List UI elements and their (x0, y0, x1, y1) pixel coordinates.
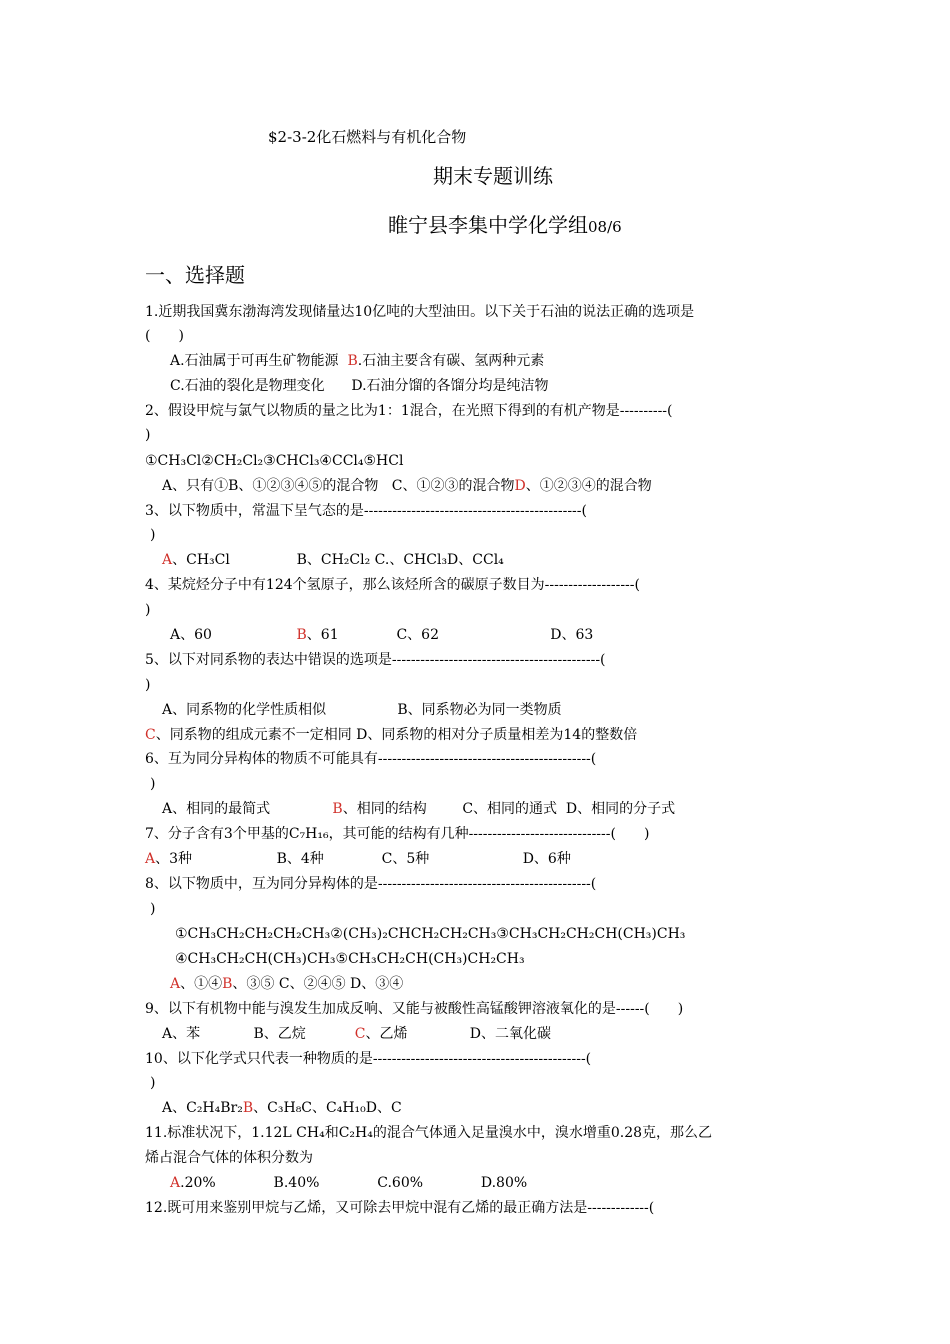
question-12-stem: 12.既可用来鉴别甲烷与乙烯，又可除去甲烷中混有乙烯的最正确方法是-------------( (145, 1200, 655, 1216)
question-11-stem: 11.标准状况下，1.12L CH₄和C₂H₄的混合气体通入足量溴水中，溴水增重0.28克，那么乙 (145, 1125, 713, 1141)
option-text: 、CH₃Cl B、CH₂Cl₂ C.、CHCl₃D、CCl₄ (172, 552, 504, 568)
option-text: 、同系物的组成元素不一定相同 D、同系物的相对分子质量相差为14的整数倍 (155, 727, 638, 743)
question-4-bracket: ) (145, 602, 151, 618)
option-text: 、①②③④的混合物 (525, 478, 652, 494)
document-title: 期末专题训练 (433, 164, 553, 188)
question-4-stem: 4、某烷烃分子中有124个氢原子，那么该烃所含的碳原子数目为-------------------( (145, 577, 640, 593)
question-2-items: ①CH₃Cl②CH₂Cl₂③CHCl₃④CCl₄⑤HCl (145, 453, 404, 469)
option-text: .石油主要含有碳、氢两种元素 (357, 353, 545, 369)
question-5-options-row2 (145, 726, 637, 744)
question-9-options (162, 1025, 551, 1043)
option-text: .20% B.40% C.60% D.80% (180, 1175, 528, 1191)
question-5-bracket: ) (145, 677, 151, 693)
question-2-bracket: ) (145, 427, 151, 443)
option-text: A、只有①B、①②③④⑤的混合物 C、①②③的混合物 (162, 478, 515, 494)
option-text: A、相同的最简式 (162, 801, 333, 817)
question-10-bracket: ) (150, 1075, 156, 1091)
option-text: A、苯 B、乙烷 (162, 1026, 355, 1042)
section-heading: 一、选择题 (145, 263, 245, 287)
answer-mark: B (242, 1100, 254, 1116)
answer-mark: B (296, 627, 307, 643)
question-4-options (170, 626, 593, 644)
question-1-options-row1 (170, 352, 544, 370)
question-8-items-row2: ④CH₃CH₂CH(CH₃)CH₃⑤CH₃CH₂CH(CH₃)CH₂CH₃ (175, 951, 525, 967)
option-text: 、乙烯 D、二氧化碳 (365, 1026, 552, 1042)
answer-mark: A (145, 851, 156, 867)
answer-mark: A (170, 1175, 181, 1191)
question-5-options-row1: A、同系物的化学性质相似 B、同系物必为同一类物质 (162, 702, 562, 718)
answer-mark: B (222, 976, 233, 992)
option-text: 、③⑤ C、②④⑤ D、③④ (232, 976, 404, 992)
question-8-stem: 8、以下物质中，互为同分异构体的是---------------------------------------------( (145, 876, 597, 892)
question-6-stem: 6、互为同分异构体的物质不可能具有---------------------------------------------( (145, 751, 597, 767)
author-school: 睢宁县李集中学化学组 (388, 213, 588, 237)
option-text: 、①④ (180, 976, 223, 992)
question-10-stem: 10、以下化学式只代表一种物质的是---------------------------------------------( (145, 1051, 592, 1067)
question-3-bracket: ) (150, 527, 156, 543)
question-7-options (145, 850, 571, 868)
option-text: A.石油属于可再生矿物能源 (170, 353, 348, 369)
question-1-options-row2: C.石油的裂化是物理变化 D.石油分馏的各馏分均是纯洁物 (170, 378, 549, 394)
question-3-options (162, 551, 504, 569)
question-2-stem: 2、假设甲烷与氯气以物质的量之比为1：1混合，在光照下得到的有机产物是----------( (145, 403, 673, 419)
question-7-stem: 7、分子含有3个甲基的C₇H₁₆，其可能的结构有几种------------------------------( ) (145, 826, 650, 842)
answer-mark: B (347, 353, 358, 369)
question-6-options (162, 800, 675, 818)
question-8-bracket: ) (150, 901, 156, 917)
answer-mark: C (145, 727, 156, 743)
answer-mark: B (332, 801, 343, 817)
question-8-items-row1: ①CH₃CH₂CH₂CH₂CH₃②(CH₃)₂CHCH₂CH₂CH₃③CH₃CH₂CH₂CH(CH₃)CH₃ (175, 926, 686, 942)
question-6-bracket: ) (150, 776, 156, 792)
question-10-options (162, 1099, 402, 1117)
question-11-stem-cont: 烯占混合气体的体积分数为 (145, 1150, 313, 1166)
question-5-stem: 5、以下对同系物的表达中错误的选项是--------------------------------------------( (145, 652, 606, 668)
option-text: A、C₂H₄Br₂ (162, 1100, 243, 1116)
document-author (388, 213, 622, 239)
question-2-options (162, 477, 652, 495)
question-11-options (170, 1174, 527, 1192)
option-text: 、3种 B、4种 C、5种 D、6种 (155, 851, 571, 867)
answer-mark: C (354, 1026, 366, 1042)
answer-mark: A (162, 552, 173, 568)
option-text: 、相同的结构 C、相同的通式 D、相同的分子式 (342, 801, 676, 817)
question-8-options (170, 975, 403, 993)
author-date: 08/6 (588, 218, 622, 236)
question-1-bracket: ( ) (145, 328, 184, 344)
question-3-stem: 3、以下物质中，常温下呈气态的是----------------------------------------------( (145, 503, 587, 519)
option-text: 、C₃H₈C、C₄H₁₀D、C (253, 1100, 402, 1116)
option-text: 、61 C、62 D、63 (306, 627, 594, 643)
question-9-stem: 9、以下有机物中能与溴发生加成反响、又能与被酸性高锰酸钾溶液氧化的是------( ) (145, 1001, 684, 1017)
document-code: $2-3-2化石燃料与有机化合物 (268, 128, 467, 146)
option-text: A、60 (170, 627, 297, 643)
question-1-stem: 1.近期我国冀东渤海湾发现储量达10亿吨的大型油田。以下关于石油的说法正确的选项是 (145, 304, 695, 320)
answer-mark: A (170, 976, 181, 992)
answer-mark: D (514, 478, 526, 494)
